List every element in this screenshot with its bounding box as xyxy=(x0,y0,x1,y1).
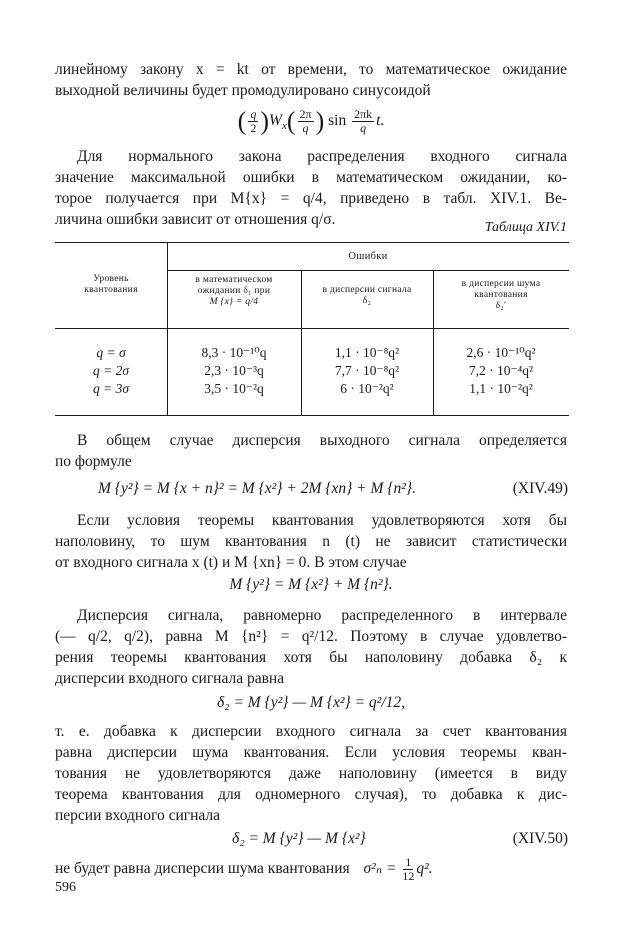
table-cell: 3,5 · 10⁻²q xyxy=(204,381,264,396)
header-errors: Ошибки xyxy=(348,251,388,262)
text-line: дисперсии входного сигнала равна xyxy=(55,670,285,687)
table-cell: 2,6 · 10⁻¹⁰q² xyxy=(466,345,536,360)
header-signal-variance: в дисперсии сигнала δ₂ xyxy=(322,285,412,306)
equation-number: (XIV.50) xyxy=(512,830,568,847)
text-line: Дисперсия сигнала, равномерно распределенного в интервале xyxy=(77,607,567,624)
equation-delta2: δ₂ = M {y²} — M {x²} = q²/12, xyxy=(216,694,406,711)
text-line: наполовину, то шум квантования n (t) не зависит статистически xyxy=(55,533,567,550)
text-line: выходной величины будет промодулировано синусоидой xyxy=(55,82,431,99)
header-mean-error: в математическом ожидании δ₁ при M {x} = q/4 xyxy=(195,275,273,307)
table-cell: 8,3 · 10⁻¹⁰q xyxy=(201,345,267,360)
header-noise-variance: в дисперсии шума квантования δ₂′ xyxy=(461,279,541,311)
text-line: от входного сигнала x (t) и M {xn} = 0. В этом случае xyxy=(55,554,407,571)
equation-number: (XIV.49) xyxy=(512,480,568,497)
table-cell: 2,3 · 10⁻³q xyxy=(204,363,264,378)
page-number: 596 xyxy=(55,880,76,895)
text-line: личина ошибки зависит от отношения q/σ. xyxy=(55,211,336,228)
text-line: теорема квантования для одномерного случая), то добавка к дис- xyxy=(55,786,567,803)
error-table xyxy=(55,242,569,416)
text-line: значение максимальной ошибки в математическом ожидании, ко- xyxy=(55,169,567,186)
text-line: Для нормального закона распределения входного сигнала xyxy=(77,148,567,165)
table-cell: 7,2 · 10⁻⁴q² xyxy=(468,363,534,378)
equation-variance-sum: M {y²} = M {x²} + M {n²}. xyxy=(229,576,393,593)
formula-sinusoid: ( $\frac{q}{2}$ )$W_x$( $\frac{2\pi}{q}$ ) sin $\frac{2\pi k}{q}$ t. xyxy=(237,106,385,136)
equation-xiv49: M {y²} = M {x + n}² = M {x²} + 2M {xn} + M {n²}. xyxy=(98,480,416,497)
table-cell: 1,1 · 10⁻⁸q² xyxy=(334,345,400,360)
text-line: т. е. добавка к дисперсии входного сигнала за счет квантования xyxy=(55,723,567,740)
table-cell: 6 · 10⁻²q² xyxy=(340,381,394,396)
text-line: равна дисперсии шума квантования. Если условия теоремы кван- xyxy=(55,744,567,761)
text-line: В общем случае дисперсия выходного сигнала определяется xyxy=(77,432,567,449)
text-line: тования не удовлетворяются даже наполовину (имеется в виду xyxy=(55,765,567,782)
text-line: линейному закону x = kt от времени, то математическое ожидание xyxy=(55,61,567,78)
text-line: персии входного сигнала xyxy=(55,807,221,824)
equation-xiv50: δ₂ = M {y²} — M {x²} xyxy=(232,830,366,847)
table-cell: q = σ xyxy=(96,345,126,360)
table-cell: 7,7 · 10⁻⁸q² xyxy=(334,363,400,378)
table-caption: Таблица XIV.1 xyxy=(484,220,567,235)
table-cell: 1,1 · 10⁻²q² xyxy=(469,381,533,396)
header-quant-level: Уровень квантования xyxy=(84,274,138,295)
text-line: (— q/2, q/2), равна M {n²} = q²/12. Поэтому в случае удовлетво- xyxy=(55,628,567,645)
text-line: рения теоремы квантования хотя бы наполовину добавка δ₂ к xyxy=(55,649,567,666)
table-cell: q = 2σ xyxy=(92,363,130,378)
text-line: по формуле xyxy=(55,453,132,470)
text-line: Если условия теоремы квантования удовлетворяются хотя бы xyxy=(77,512,567,529)
text-line-final: не будет равна дисперсии шума квантования σ²ₙ = $\frac{1}{12}$ q². xyxy=(55,854,433,883)
table-cell: q = 3σ xyxy=(92,381,130,396)
text-line: торое получается при M{x} = q/4, приведено в табл. XIV.1. Ве- xyxy=(55,190,567,207)
